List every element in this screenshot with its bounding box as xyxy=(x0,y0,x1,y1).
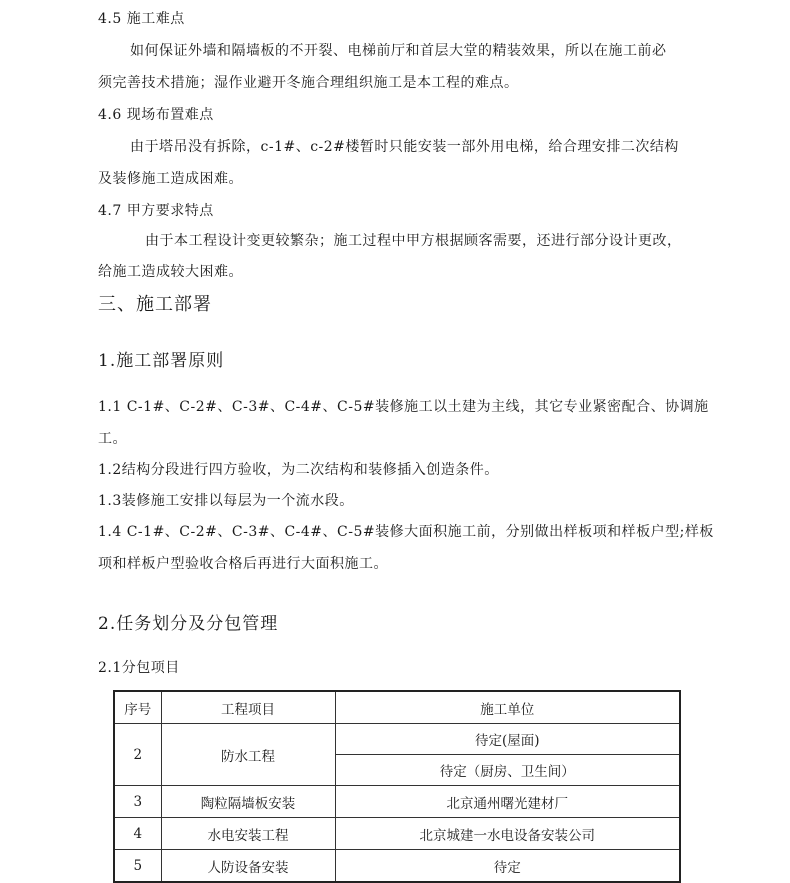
section-title: 2.任务划分及分包管理 xyxy=(98,614,279,634)
heading-4-6: 4.6 现场布置难点 xyxy=(98,107,214,123)
table-row xyxy=(114,818,680,850)
section-title: 1.施工部署原则 xyxy=(98,351,225,371)
heading-4-5: 4.5 施工难点 xyxy=(98,11,185,27)
header-item: 工程项目 xyxy=(161,691,335,724)
heading-4-7: 4.7 甲方要求特点 xyxy=(98,203,214,219)
paragraph-line: 给施工造成较大困难。 xyxy=(98,264,243,280)
subsection-title: 2.1分包项目 xyxy=(98,660,180,676)
chapter-title: 三、施工部署 xyxy=(98,294,212,315)
subcontract-table xyxy=(113,690,681,883)
list-item: 1.1 C-1#、C-2#、C-3#、C-4#、C-5#装修施工以土建为主线，其它专业紧密配合、协调施 xyxy=(98,399,709,415)
list-item: 工。 xyxy=(98,431,127,447)
cell-unit: 待定 xyxy=(335,850,680,883)
header-unit: 施工单位 xyxy=(335,691,680,724)
list-item: 1.4 C-1#、C-2#、C-3#、C-4#、C-5#装修大面积施工前，分别做出样板项和样板户型;样板 xyxy=(98,524,714,540)
cell-unit: 北京城建一水电设备安装公司 xyxy=(335,818,680,850)
paragraph-line: 由于本工程设计变更较繁杂；施工过程中甲方根据顾客需要，还进行部分设计更改， xyxy=(145,233,682,249)
cell-no: 3 xyxy=(114,786,161,818)
paragraph-line: 如何保证外墙和隔墙板的不开裂、电梯前厅和首层大堂的精装效果，所以在施工前必 xyxy=(130,43,667,59)
paragraph-line: 及装修施工造成困难。 xyxy=(98,171,243,187)
list-item: 1.2结构分段进行四方验收，为二次结构和装修插入创造条件。 xyxy=(98,462,499,478)
header-no: 序号 xyxy=(114,691,161,724)
list-item: 1.3装修施工安排以每层为一个流水段。 xyxy=(98,493,354,509)
cell-no: 5 xyxy=(114,850,161,883)
cell-item: 陶粒隔墙板安装 xyxy=(161,786,335,818)
paragraph-line: 由于塔吊没有拆除，c-1#、c-2#楼暂时只能安装一部外用电梯，给合理安排二次结构 xyxy=(130,139,679,155)
table-row xyxy=(114,724,680,755)
table-row xyxy=(114,850,680,883)
cell-no: 2 xyxy=(114,724,161,786)
table-row xyxy=(114,786,680,818)
cell-item: 水电安装工程 xyxy=(161,818,335,850)
cell-unit: 北京通州曙光建材厂 xyxy=(335,786,680,818)
list-item: 项和样板户型验收合格后再进行大面积施工。 xyxy=(98,556,388,572)
cell-unit: 待定（厨房、卫生间） xyxy=(335,755,680,786)
cell-no: 4 xyxy=(114,818,161,850)
cell-item: 防水工程 xyxy=(161,724,335,786)
paragraph-line: 须完善技术措施；湿作业避开冬施合理组织施工是本工程的难点。 xyxy=(98,75,519,91)
cell-unit: 待定(屋面) xyxy=(335,724,680,755)
cell-item: 人防设备安装 xyxy=(161,850,335,883)
table-header-row xyxy=(114,691,680,724)
